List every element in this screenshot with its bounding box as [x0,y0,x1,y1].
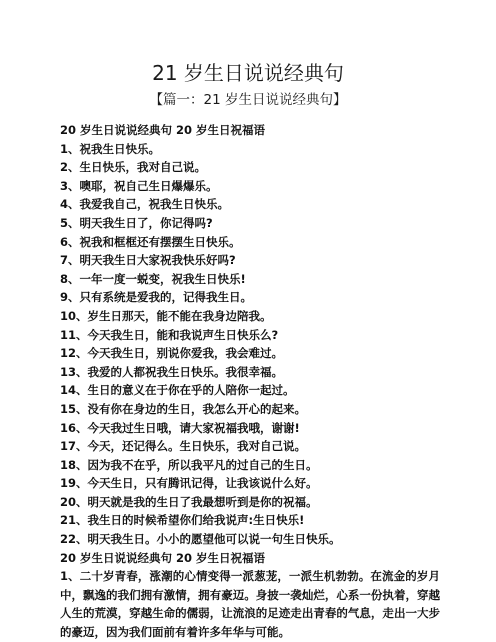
list-item: 3、噢耶，祝自己生日爆爆乐。 [60,178,218,193]
list-item: 9、只有系统是爱我的，记得我生日。 [60,290,252,305]
list-item: 18、因为我不在乎，所以我平凡的过自己的生日。 [60,457,318,472]
list-item: 2、生日快乐，我对自己说。 [60,160,207,175]
list-item: 20、明天就是我的生日了我最想听到是你的祝福。 [60,494,318,509]
section-heading: 20 岁生日说说经典句 20 岁生日祝福语 [60,550,266,565]
list-item: 4、我爱我自己，祝我生日快乐。 [60,197,229,212]
list-item: 17、今天，还记得么。生日快乐，我对自己说。 [60,439,307,454]
list-item: 21、我生日的时候希望你们给我说声:生日快乐! [60,513,305,528]
body-paragraph: 1、二十岁青春，涨潮的心情变得一派葱茏，一派生机勃勃。在流金的岁月中，飘逸的我们拥有激情，拥有豪迈。身披一袭灿烂，心系一份执着，穿越人生的荒漠，穿越生命的儒弱，让流浪的足迹走出青春的气息，走出一大步的豪迈，因为我们面前有着许多年华与可能。 [60,569,440,640]
list-item: 8、一年一度一蜕变，祝我生日快乐! [60,271,246,286]
list-item: 1、祝我生日快乐。 [60,141,161,156]
list-item: 19、今天生日，只有腾讯记得，让我该说什么好。 [60,476,318,491]
list-item: 5、明天我生日了，你记得吗? [60,215,213,230]
list-item: 16、今天我过生日哦，请大家祝福我哦，谢谢! [60,420,300,435]
section-heading: 20 岁生日说说经典句 20 岁生日祝福语 [60,123,266,137]
document-title: 21 岁生日说说经典句 [152,61,344,85]
list-item: 13、我爱的人都祝我生日快乐。我很幸福。 [60,364,284,379]
list-item: 11、今天我生日，能和我说声生日快乐么? [60,327,279,342]
list-item: 6、祝我和框框还有摆摆生日快乐。 [60,234,241,249]
list-item: 22、明天我生日。小小的愿望他可以说一句生日快乐。 [60,532,341,547]
list-item: 14、生日的意义在于你在乎的人陪你一起过。 [60,383,295,398]
list-item: 7、明天我生日大家祝我快乐好吗? [60,253,236,268]
document-body [60,121,440,642]
list-item: 12、今天我生日，别说你爱我，我会难过。 [60,346,284,361]
document-subtitle: 【篇一：21 岁生日说说经典句】 [149,92,347,108]
list-item: 15、没有你在身边的生日，我怎么开心的起来。 [60,401,307,416]
list-item: 10、岁生日那天，能不能在我身边陪我。 [60,308,272,323]
